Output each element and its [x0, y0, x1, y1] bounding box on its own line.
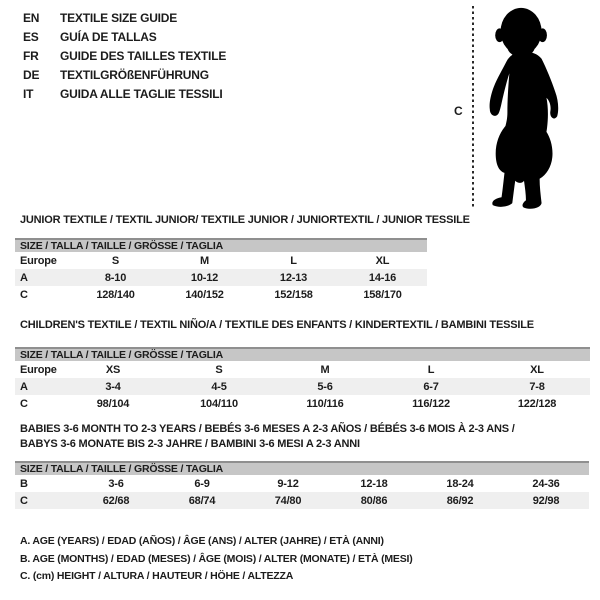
size-cell: XL	[375, 254, 390, 267]
size-cell: M	[200, 254, 209, 267]
baby-silhouette	[480, 5, 568, 210]
guide-title-en: TEXTILE SIZE GUIDE	[60, 11, 178, 25]
size-cell: XS	[105, 363, 121, 376]
babies-size-table	[15, 461, 589, 509]
size-header-bar: SIZE / TALLA / TAILLE / GRÖSSE / TAGLIA	[15, 348, 590, 361]
guide-title-fr: GUIDE DES TAILLES TEXTILE	[60, 49, 227, 63]
row-label: Europe	[20, 363, 57, 376]
language-row-de	[23, 66, 226, 85]
size-cell: M	[320, 363, 330, 376]
guide-title-es: GUÍA DE TALLAS	[60, 30, 157, 44]
table-row-months	[15, 475, 589, 492]
size-cell: L	[427, 363, 435, 376]
language-code: EN	[23, 11, 40, 25]
row-label: C	[20, 288, 28, 301]
table-row-europe	[15, 252, 427, 269]
size-cell: 128/140	[96, 288, 135, 301]
table-row-age	[15, 378, 590, 395]
size-cell: 98/104	[96, 397, 130, 410]
footnote-legend	[20, 533, 413, 586]
table-row-height	[15, 286, 427, 303]
footnote-b: B. AGE (MONTHS) / EDAD (MESES) / ÂGE (MOIS) / ALTER (MONATE) / ETÀ (MESI)	[20, 552, 413, 565]
size-cell: 104/110	[200, 397, 238, 410]
row-label: C	[15, 492, 73, 509]
footnote-a: A. AGE (YEARS) / EDAD (AÑOS) / ÂGE (ANS) / ALTER (JAHRE) / ETÀ (ANNI)	[20, 535, 384, 547]
size-cell: 92/98	[503, 492, 589, 509]
size-header-bar: SIZE / TALLA / TAILLE / GRÖSSE / TAGLIA	[15, 462, 589, 475]
size-cell: 14-16	[338, 269, 427, 286]
table-row-height	[15, 395, 590, 412]
children-section-title: CHILDREN'S TEXTILE / TEXTIL NIÑO/A / TEXTILE DES ENFANTS / KINDERTEXTIL / BAMBINI TESSILE	[20, 319, 534, 331]
language-code: DE	[23, 68, 40, 82]
size-cell: 152/158	[274, 288, 313, 301]
size-cell: L	[290, 254, 297, 267]
language-code: ES	[23, 30, 39, 44]
junior-section-title: JUNIOR TEXTILE / TEXTIL JUNIOR/ TEXTILE JUNIOR / JUNIORTEXTIL / JUNIOR TESSILE	[20, 214, 470, 226]
size-cell: 74/80	[245, 492, 331, 509]
size-cell: 9-12	[277, 477, 299, 490]
size-cell: 3-6	[108, 477, 124, 490]
height-measure-label: C	[454, 104, 463, 118]
size-cell: 122/128	[517, 397, 557, 410]
guide-title-de: TEXTILGRÖßENFÜHRUNG	[60, 68, 209, 82]
size-cell: 12-13	[249, 269, 338, 286]
row-label: A	[15, 378, 60, 395]
junior-size-table	[15, 238, 427, 303]
size-cell: 24-36	[532, 477, 560, 490]
size-cell: 140/152	[185, 288, 224, 301]
babies-section-title	[20, 422, 515, 452]
row-label: A	[15, 269, 71, 286]
table-row-europe	[15, 361, 590, 378]
size-cell: XL	[530, 363, 544, 376]
guide-title-it: GUIDA ALLE TAGLIE TESSILI	[60, 87, 223, 101]
table-row-age	[15, 269, 427, 286]
size-cell: 8-10	[71, 269, 160, 286]
size-cell: 6-7	[378, 378, 484, 395]
size-cell: 7-8	[484, 378, 590, 395]
size-cell: 10-12	[160, 269, 249, 286]
size-header-row	[15, 239, 427, 252]
size-cell: 5-6	[272, 378, 378, 395]
size-cell: 116/122	[412, 397, 450, 410]
language-title-block	[23, 9, 226, 104]
language-row-es	[23, 28, 226, 47]
children-size-table	[15, 347, 590, 412]
size-cell: 158/170	[363, 288, 402, 301]
size-cell: 18-24	[446, 477, 474, 490]
height-measure-dotted-line	[472, 6, 474, 209]
size-cell: S	[111, 254, 120, 267]
size-cell: 6-9	[194, 477, 210, 490]
size-cell: 86/92	[417, 492, 503, 509]
language-code: IT	[23, 87, 34, 101]
size-cell: 68/74	[159, 492, 245, 509]
size-cell: 80/86	[331, 492, 417, 509]
table-row-height	[15, 492, 589, 509]
size-cell: S	[215, 363, 223, 376]
row-label: C	[20, 397, 28, 410]
size-cell: 3-4	[60, 378, 166, 395]
footnote-c: C. (cm) HEIGHT / ALTURA / HAUTEUR / HÖHE / ALTEZZA	[20, 570, 294, 582]
babies-title-line2: BABYS 3-6 MONATE BIS 2-3 JAHRE / BAMBINI 3-6 MESI A 2-3 ANNI	[20, 438, 360, 450]
size-header-row	[15, 348, 590, 361]
babies-title-line1: BABIES 3-6 MONTH TO 2-3 YEARS / BEBÉS 3-6 MESES A 2-3 AÑOS / BÉBÉS 3-6 MOIS À 2-3 ANS /	[20, 423, 515, 435]
language-code: FR	[23, 49, 39, 63]
size-header-bar: SIZE / TALLA / TAILLE / GRÖSSE / TAGLIA	[15, 239, 427, 252]
size-cell: 4-5	[166, 378, 272, 395]
language-row-fr	[23, 47, 226, 66]
size-header-row	[15, 462, 589, 475]
row-label: Europe	[20, 254, 57, 267]
language-row-en	[23, 9, 226, 28]
size-cell: 12-18	[360, 477, 388, 490]
row-label: B	[20, 477, 28, 490]
language-row-it	[23, 85, 226, 104]
size-cell: 62/68	[73, 492, 159, 509]
size-cell: 110/116	[306, 397, 344, 410]
